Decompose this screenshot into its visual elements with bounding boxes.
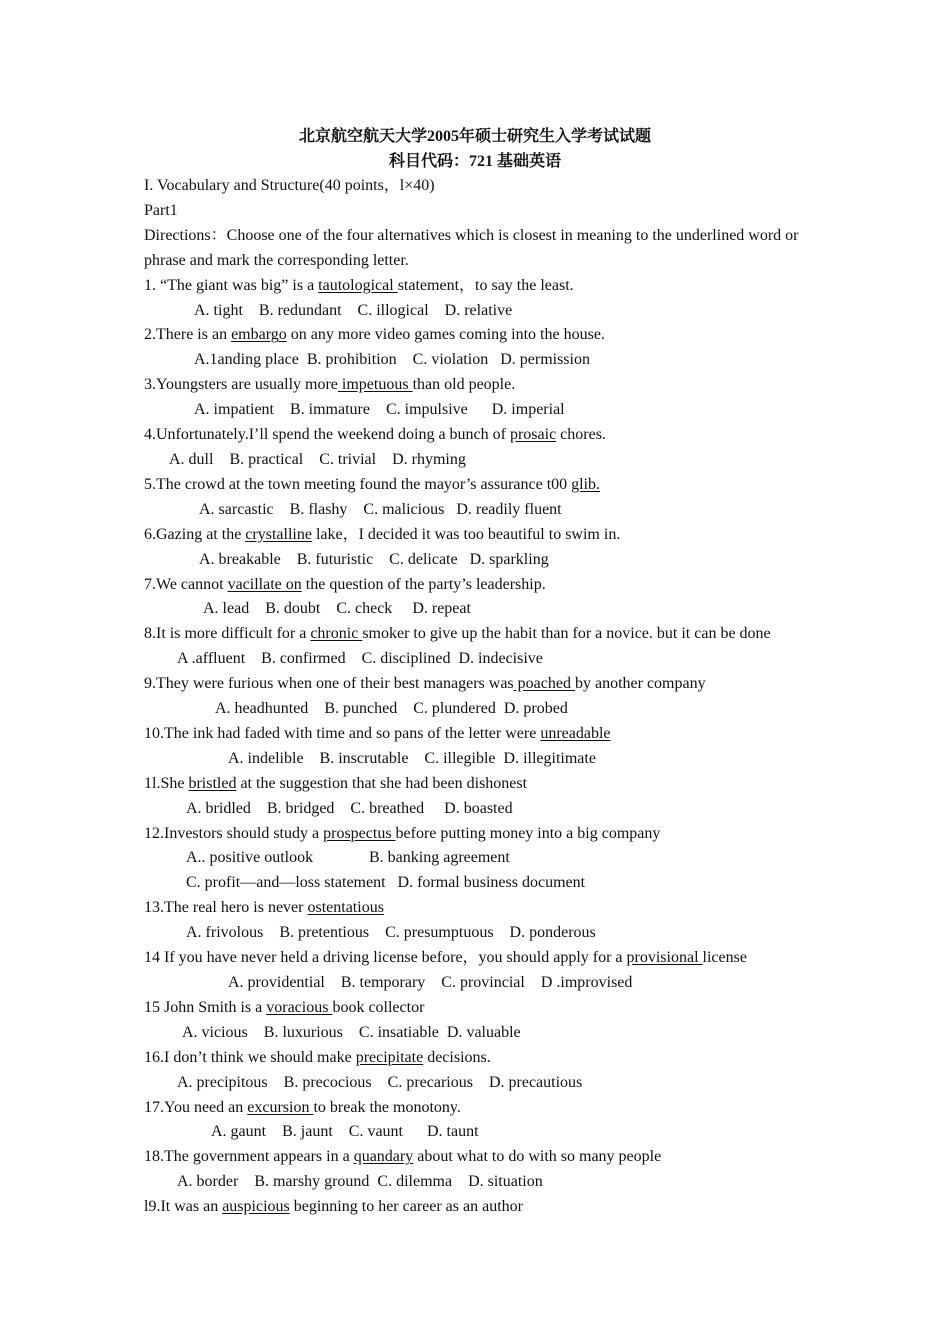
question-stem: 12.Investors should study a prospectus before putting money into a big company [144,824,661,842]
question-stem: 2.There is an embargo on any more video games coming into the house. [144,326,605,344]
question-stem: 16.I don’t think we should make precipitate decisions. [144,1048,491,1066]
question-options: A.1anding place B. prohibition C. violation D. permission [194,351,590,369]
underlined-word: prosaic [509,426,557,444]
question-options: A. tight B. redundant C. illogical D. relative [194,301,513,319]
question-stem: l9.It was an auspicious beginning to her career as an author [144,1198,523,1216]
question-stem: 9.They were furious when one of their best managers was poached by another company [144,675,706,693]
question-stem: 10.The ink had faded with time and so pans of the letter were unreadable [144,724,611,742]
underlined-word: vacillate on [227,575,302,593]
question-stem: 13.The real hero is never ostentatious [144,899,384,917]
underlined-word: quandary [353,1148,414,1166]
question-options: A. vicious B. luxurious C. insatiable D. valuable [182,1023,521,1041]
question-stem: 6.Gazing at the crystalline lake，I decided it was too beautiful to swim in. [144,525,621,543]
question-options: C. profit—and—loss statement D. formal business document [186,874,586,892]
question-stem: 3.Youngsters are usually more impetuous than old people. [144,376,516,394]
underlined-word: auspicious [222,1198,290,1216]
question-options: A. lead B. doubt C. check D. repeat [203,600,471,618]
underlined-word: embargo [231,326,287,344]
underlined-word: bristled [188,774,237,792]
underlined-word: precipitate [355,1048,424,1066]
exam-body [144,174,814,1220]
underlined-word: tautological [318,276,398,294]
question-stem: 4.Unfortunately.I’ll spend the weekend doing a bunch of prosaic chores. [144,426,606,444]
question-options: A. precipitous B. precocious C. precarious D. precautious [177,1073,583,1091]
underlined-word: unreadable [540,724,611,742]
question-stem: 1l.She bristled at the suggestion that she had been dishonest [144,774,528,792]
question-stem: 15 John Smith is a voracious book collector [144,998,425,1016]
underlined-word: glib. [571,475,601,493]
exam-title: 北京航空航天大学2005年硕士研究生入学考试试题 [298,128,651,145]
question-stem: 8.It is more difficult for a chronic smoker to give up the habit than for a novice. but it can be done [144,625,771,643]
question-options: A.. positive outlook B. banking agreement [186,849,510,867]
underlined-word: crystalline [245,525,312,543]
underlined-word: excursion [247,1098,314,1116]
question-options: A. indelible B. inscrutable C. illegible D. illegitimate [228,749,596,767]
question-stem: 18.The government appears in a quandary about what to do with so many people [144,1148,662,1166]
question-options: A. breakable B. futuristic C. delicate D. sparkling [199,550,549,568]
question-options: A. bridled B. bridged C. breathed D. boasted [186,799,513,817]
question-options: A. border B. marshy ground C. dilemma D. situation [177,1173,543,1191]
underlined-word: impetuous [337,376,413,394]
question-options: A. providential B. temporary C. provincial D .improvised [228,974,633,991]
directions: Directions：Choose one of the four alternatives which is closest in meaning to the underlined word or phrase and mark the corresponding letter. [144,226,799,269]
question-options: A. gaunt B. jaunt C. vaunt D. taunt [211,1123,479,1141]
underlined-word: poached [513,675,575,693]
question-stem: 5.The crowd at the town meeting found the mayor’s assurance t00 glib. [144,475,601,493]
underlined-word: chronic [310,625,363,643]
part-label: Part1 [144,201,178,219]
question-stem: 14 If you have never held a driving license before，you should apply for a provisional license [144,949,747,967]
subject-code: 科目代码：721 基础英语 [388,153,561,170]
underlined-word: provisional [626,949,703,967]
question-options: A. dull B. practical C. trivial D. rhyming [169,450,466,468]
question-options: A. frivolous B. pretentious C. presumptuous D. ponderous [186,924,596,942]
question-options: A. sarcastic B. flashy C. malicious D. readily fluent [199,500,562,518]
question-stem: 17.You need an excursion to break the monotony. [144,1098,461,1116]
question-options: A .affluent B. confirmed C. disciplined D. indecisive [177,650,543,668]
underlined-word: prospectus [323,824,396,842]
question-stem: 1. “The giant was big” is a tautological statement，to say the least. [144,276,574,294]
underlined-word: ostentatious [307,899,384,917]
underlined-word: voracious [266,998,333,1016]
question-stem: 7.We cannot vacillate on the question of the party’s leadership. [144,575,546,593]
question-options: A. impatient B. immature C. impulsive D. imperial [194,401,565,419]
section-heading: I. Vocabulary and Structure(40 points，l×40) [144,177,435,194]
question-options: A. headhunted B. punched C. plundered D. probed [215,700,568,718]
